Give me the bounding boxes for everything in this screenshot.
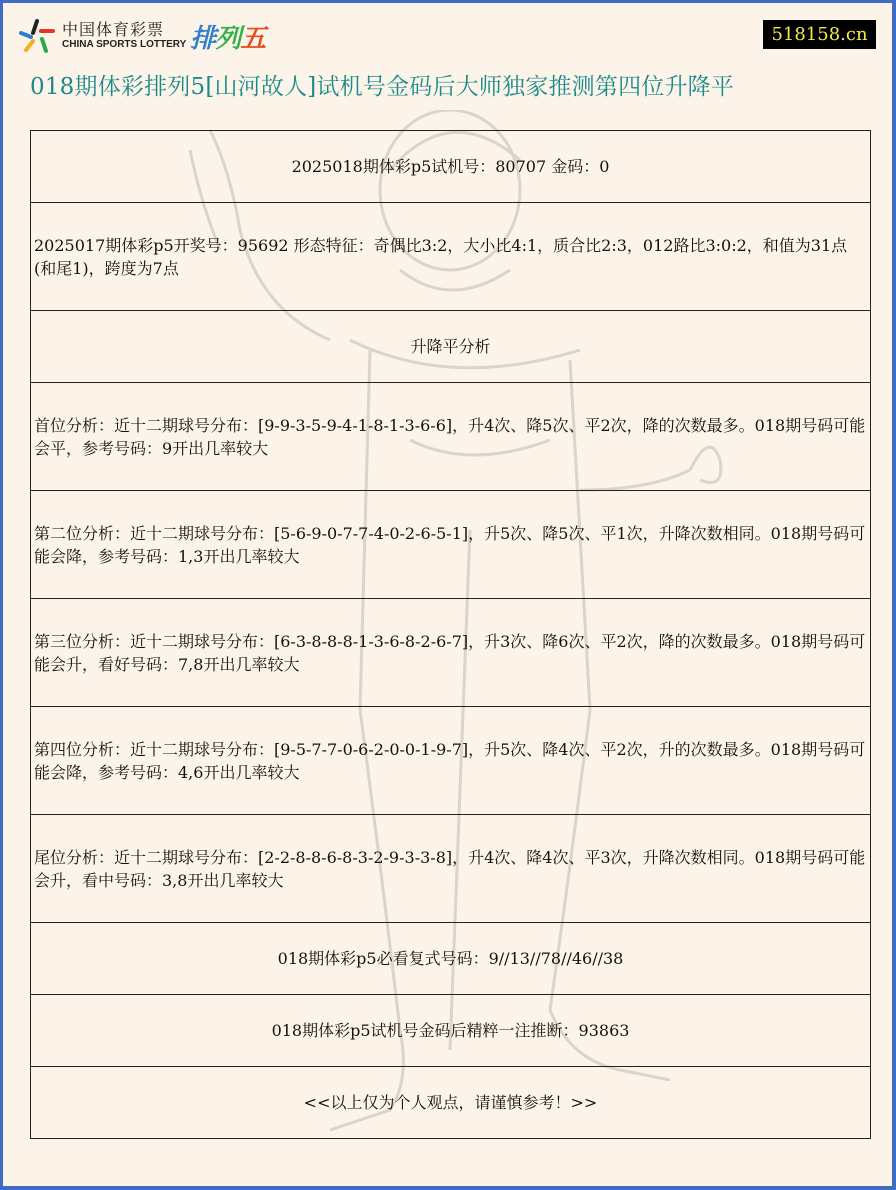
table-row xyxy=(31,995,871,1067)
table-row xyxy=(31,923,871,995)
table-row xyxy=(31,707,871,815)
single-bet-prediction-cell: 018期体彩p5试机号金码后精粹一注推断：93863 xyxy=(31,995,871,1067)
pailie5-char-3: 五 xyxy=(240,23,266,54)
table-row xyxy=(31,1067,871,1139)
compound-numbers-cell: 018期体彩p5必看复式号码：9//13//78//46//38 xyxy=(31,923,871,995)
fourth-position-analysis-cell: 第四位分析：近十二期球号分布：[9-5-7-7-0-6-2-0-0-1-9-7]，升5次、降4次、平2次，升的次数最多。018期号码可能会降，参考号码：4,6开出几率较大 xyxy=(31,707,871,815)
page-title: 018期体彩排列5[山河故人]试机号金码后大师独家推测第四位升降平 xyxy=(30,74,735,100)
table-row xyxy=(31,599,871,707)
table-row xyxy=(31,311,871,383)
analysis-table xyxy=(30,130,871,1139)
last-position-analysis-cell: 尾位分析：近十二期球号分布：[2-2-8-8-6-8-3-2-9-3-3-8]，升4次、降4次、平3次，升降次数相同。018期号码可能会升，看中号码：3,8开出几率较大 xyxy=(31,815,871,923)
table-row xyxy=(31,815,871,923)
first-position-analysis-cell: 首位分析：近十二期球号分布：[9-9-3-5-9-4-1-8-1-3-6-6]，升4次、降5次、平2次，降的次数最多。018期号码可能会平，参考号码：9开出几率较大 xyxy=(31,383,871,491)
trial-number-cell: 2025018期体彩p5试机号：80707 金码：0 xyxy=(31,131,871,203)
disclaimer-cell: <<以上仅为个人观点，请谨慎参考！>> xyxy=(31,1067,871,1139)
table-row xyxy=(31,383,871,491)
second-position-analysis-cell: 第二位分析：近十二期球号分布：[5-6-9-0-7-7-4-0-2-6-5-1]，升5次、降5次、平1次，升降次数相同。018期号码可能会降，参考号码：1,3开出几率较大 xyxy=(31,491,871,599)
pailie5-char-2: 列 xyxy=(215,23,241,54)
previous-draw-cell: 2025017期体彩p5开奖号：95692 形态特征：奇偶比3:2，大小比4:1，质合比2:3，012路比3:0:2，和值为31点(和尾1)，跨度为7点 xyxy=(31,203,871,311)
section-heading-cell: 升降平分析 xyxy=(31,311,871,383)
pailie5-logo xyxy=(190,18,265,55)
logo-chinese-text: 中国体育彩票 xyxy=(62,20,165,39)
logo-english-text: CHINA SPORTS LOTTERY xyxy=(62,39,187,50)
lottery-star-icon xyxy=(18,17,56,55)
pailie5-char-1: 排 xyxy=(190,23,216,54)
table-row xyxy=(31,131,871,203)
table-row xyxy=(31,203,871,311)
china-sports-lottery-logo xyxy=(18,16,265,56)
third-position-analysis-cell: 第三位分析：近十二期球号分布：[6-3-8-8-8-1-3-6-8-2-6-7]，升3次、降6次、平2次，降的次数最多。018期号码可能会升，看好号码：7,8开出几率较大 xyxy=(31,599,871,707)
table-row xyxy=(31,491,871,599)
site-badge[interactable]: 518158.cn xyxy=(763,20,876,49)
